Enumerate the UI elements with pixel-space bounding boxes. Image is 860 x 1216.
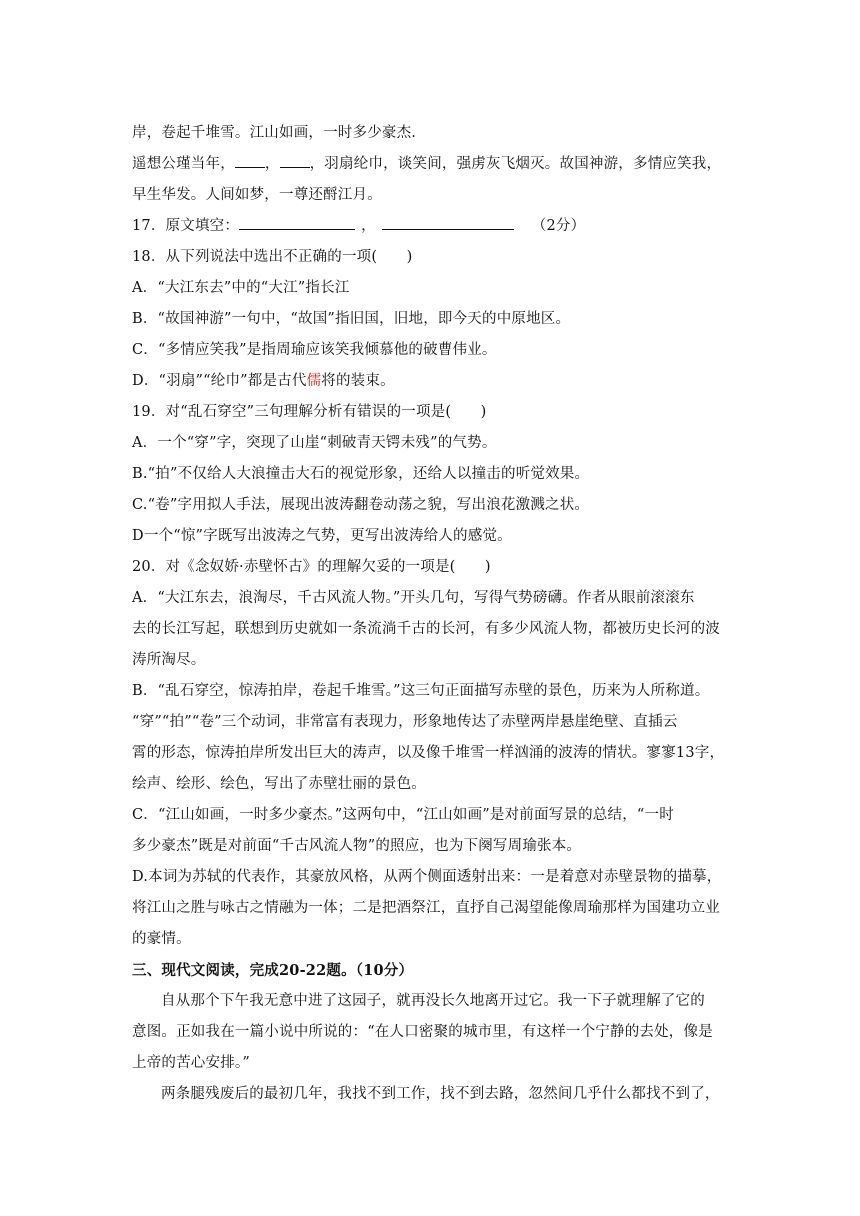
question-20-stem: 20．对《念奴娇·赤壁怀古》的理解欠妥的一项是( ) — [132, 559, 491, 575]
question-19-stem: 19．对“乱石穿空”三句理解分析有错误的一项是( ) — [132, 404, 487, 420]
question-17-text: 17．原文填空： — [132, 218, 240, 234]
question-18-option-b: B．“故国神游”一句中，“故国”指旧国，旧地，即今天的中原地区。 — [132, 311, 571, 327]
question-20-option-d-line-1: D.本词为苏轼的代表作，其豪放风格，从两个侧面透射出来：一是着意对赤壁景物的描摹， — [132, 869, 722, 885]
fill-blank-2 — [280, 153, 310, 168]
question-17-score: （2分） — [531, 218, 586, 234]
question-20-option-c-line-2: 多少豪杰”既是对前面“千古风流人物”的照应，也为下阕写周瑜张本。 — [132, 838, 582, 854]
question-20-option-d-line-2: 将江山之胜与咏古之情融为一体；二是把酒祭江，直抒自己渴望能像周瑜那样为国建功立业 — [132, 900, 720, 916]
question-17-sep: ， — [361, 218, 376, 234]
fill-blank-17a — [239, 215, 355, 230]
poem-line-2 — [132, 149, 732, 180]
passage-paragraph-1-line-2: 意图。正如我在一篇小说中所说的：“在人口密聚的城市里，有这样一个宁静的去处，像是 — [132, 1024, 713, 1040]
question-20-option-b-line-2: “穿”“拍”“卷”三个动词，非常富有表现力，形象地传达了赤壁两岸悬崖绝壁、直插云 — [132, 714, 678, 730]
question-18-option-d — [132, 366, 732, 397]
document-page — [132, 118, 732, 1110]
question-20-option-a-line-3: 涛所淘尽。 — [132, 652, 206, 668]
question-18-option-d-start: D．“羽扇”“纶巾”都是古代 — [132, 373, 307, 389]
question-20-option-a-line-1: A．“大江东去，浪淘尽，千古风流人物。”开头几句，写得气势磅礴。作者从眼前滚滚东 — [132, 590, 695, 606]
passage-paragraph-2-line-1: 两条腿残废后的最初几年，我找不到工作，找不到去路，忽然间几乎什么都找不到了， — [161, 1086, 720, 1102]
question-20-option-b-line-3: 霄的形态，惊涛拍岸所发出巨大的涛声，以及像千堆雪一样汹涌的波涛的情状。寥寥13字， — [132, 745, 725, 761]
question-18-option-d-end: 将的装束。 — [321, 373, 395, 389]
passage-paragraph-1-line-1: 自从那个下午我无意中进了这园子，就再没长久地离开过它。我一下子就理解了它的 — [161, 993, 705, 1009]
poem-line-1: 岸，卷起千堆雪。江山如画，一时多少豪杰. — [132, 125, 417, 141]
question-18-option-a: A．“大江东去”中的“大江”指长江 — [132, 280, 350, 296]
question-20-option-c-line-1: C．“江山如画，一时多少豪杰。”这两句中，“江山如画”是对前面写景的总结，“一时 — [132, 807, 674, 823]
question-20-option-d-line-3: 的豪情。 — [132, 931, 191, 947]
poem-line-3: 早生华发。人间如梦，一尊还酹江月。 — [132, 187, 382, 203]
fill-blank-1 — [235, 153, 265, 168]
question-18-option-c: C．“多情应笑我”是指周瑜应该笑我倾慕他的破曹伟业。 — [132, 342, 497, 358]
fill-blank-17b — [382, 215, 514, 230]
question-20-option-b-line-4: 绘声、绘形、绘色，写出了赤壁壮丽的景色。 — [132, 776, 426, 792]
question-19-option-d: D一个“惊”字既写出波涛之气势，更写出波涛给人的感觉。 — [132, 528, 512, 544]
passage-paragraph-1-line-3: 上帝的苦心安排。” — [132, 1055, 250, 1071]
question-20-option-b-line-1: B．“乱石穿空，惊涛拍岸，卷起千堆雪。”这三句正面描写赤壁的景色，历来为人所称道。 — [132, 683, 710, 699]
poem-line-2-sep: ， — [264, 156, 280, 172]
question-19-option-b: B.“拍”不仅给人大浪撞击大石的视觉形象，还给人以撞击的听觉效果。 — [132, 466, 590, 482]
question-19-option-c: C.“卷”字用拟人手法，展现出波涛翻卷动荡之貌，写出浪花激溅之状。 — [132, 497, 590, 513]
marked-character: 儒 — [306, 373, 322, 389]
question-18-stem: 18．从下列说法中选出不正确的一项( ) — [132, 249, 413, 265]
question-17 — [132, 211, 732, 242]
question-19-option-a: A．一个“穿”字，突现了山崖“刺破青天锷未残”的气势。 — [132, 435, 497, 451]
poem-line-2-start: 遥想公瑾当年， — [132, 156, 235, 172]
section-3-heading: 三、现代文阅读，完成20-22题。（10分） — [132, 962, 414, 979]
poem-line-2-end: ，羽扇纶巾，谈笑间，强虏灰飞烟灭。故国神游，多情应笑我， — [309, 156, 722, 172]
question-20-option-a-line-2: 去的长江写起，联想到历史就如一条流淌千古的长河，有多少风流人物，都被历史长河的波 — [132, 621, 720, 637]
